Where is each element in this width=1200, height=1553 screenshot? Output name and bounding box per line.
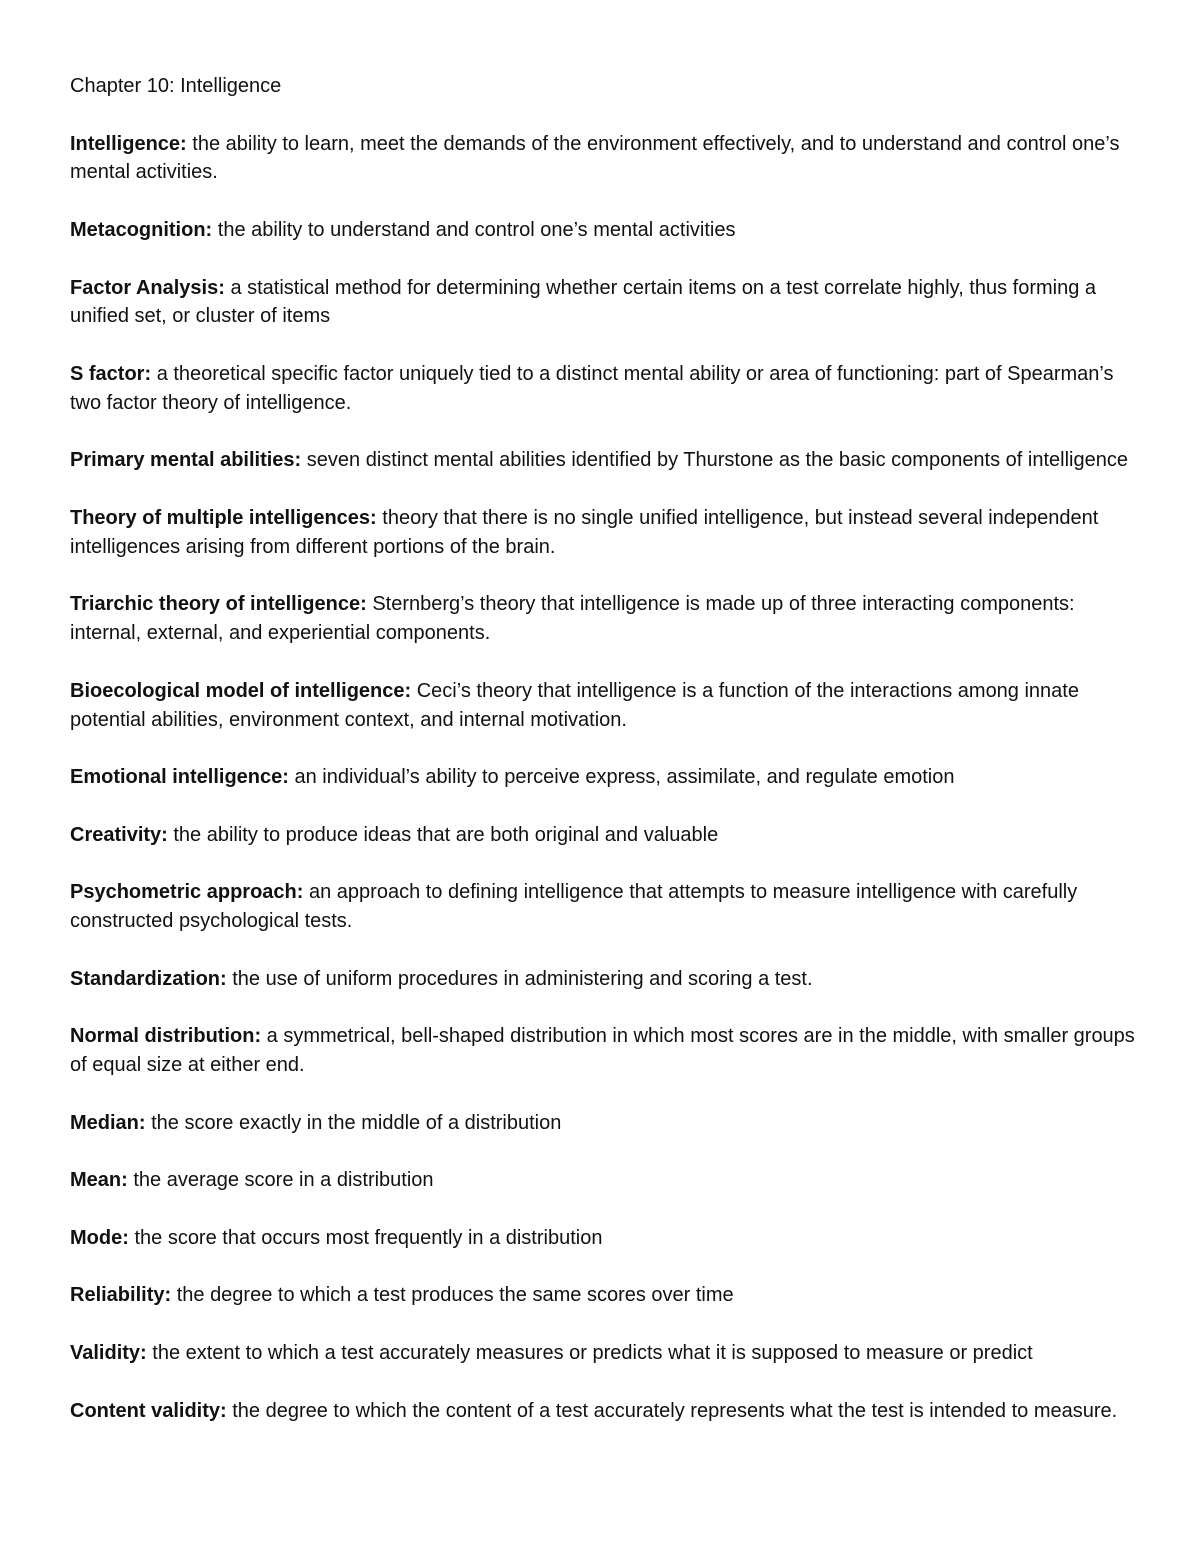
glossary-definition: a symmetrical, bell-shaped distribution in which most scores are in the middle, with smaller groups of equal size at either end. — [70, 1025, 1135, 1077]
glossary-entry — [70, 446, 1140, 475]
glossary-term: Validity: — [70, 1342, 147, 1365]
glossary-term: Theory of multiple intelligences: — [70, 506, 377, 529]
glossary-entry — [70, 130, 1140, 188]
glossary-entry — [70, 360, 1140, 418]
glossary-term: Metacognition: — [70, 218, 213, 241]
glossary-definition: the use of uniform procedures in administering and scoring a test. — [232, 967, 813, 990]
document-page — [70, 72, 1140, 1454]
glossary-term: Psychometric approach: — [70, 881, 304, 904]
glossary-term: Content validity: — [70, 1399, 227, 1422]
glossary-term: Emotional intelligence: — [70, 766, 289, 789]
glossary-entry — [70, 1224, 1140, 1253]
glossary-entry — [70, 504, 1140, 562]
page-title: Chapter 10: Intelligence — [70, 75, 282, 97]
glossary-definition: the average score in a distribution — [133, 1169, 434, 1192]
glossary-entry — [70, 878, 1140, 936]
glossary-entry — [70, 1397, 1140, 1426]
glossary-definition: seven distinct mental abilities identified by Thurstone as the basic components of intelligence — [306, 449, 1128, 472]
glossary-entry — [70, 1166, 1140, 1195]
glossary-term: Creativity: — [70, 823, 168, 846]
glossary-term: S factor: — [70, 362, 152, 385]
glossary-definition: the degree to which the content of a test accurately represents what the test is intended to measure. — [232, 1399, 1118, 1422]
glossary-term: Triarchic theory of intelligence: — [70, 593, 367, 616]
glossary-entry — [70, 821, 1140, 850]
glossary-definition: Sternberg’s theory that intelligence is made up of three interacting components: internal, external, and experiential components. — [70, 593, 1075, 645]
glossary-entry — [70, 216, 1140, 245]
glossary-definition: the score that occurs most frequently in a distribution — [134, 1226, 603, 1249]
glossary-entry — [70, 1109, 1140, 1138]
glossary-term: Normal distribution: — [70, 1025, 262, 1048]
glossary-definition: the ability to learn, meet the demands of the environment effectively, and to understand and control one’s mental activities. — [70, 132, 1120, 184]
glossary-term: Reliability: — [70, 1284, 172, 1307]
glossary-entry — [70, 1022, 1140, 1080]
glossary-term: Factor Analysis: — [70, 276, 225, 299]
glossary-entry — [70, 677, 1140, 735]
glossary-definition: a theoretical specific factor uniquely tied to a distinct mental ability or area of functioning: part of Spearman’s two factor theory of intelligence. — [70, 362, 1114, 414]
glossary-entry — [70, 274, 1140, 332]
glossary-term: Mode: — [70, 1226, 129, 1249]
glossary-entry — [70, 1281, 1140, 1310]
glossary-term: Primary mental abilities: — [70, 449, 302, 472]
glossary-term: Mean: — [70, 1169, 128, 1192]
glossary-definition: the ability to understand and control one’s mental activities — [217, 218, 736, 241]
glossary-entry — [70, 590, 1140, 648]
glossary-definition: the ability to produce ideas that are both original and valuable — [173, 823, 719, 846]
glossary-definition: a statistical method for determining whether certain items on a test correlate highly, thus forming a unified set, or cluster of items — [70, 276, 1097, 328]
glossary-entry — [70, 1339, 1140, 1368]
glossary-definition: an approach to defining intelligence that attempts to measure intelligence with carefully constructed psychological tests. — [70, 881, 1078, 933]
glossary-definition: the degree to which a test produces the same scores over time — [176, 1284, 734, 1307]
glossary-term: Bioecological model of intelligence: — [70, 679, 412, 702]
glossary-term: Standardization: — [70, 967, 227, 990]
glossary-definition: an individual’s ability to perceive express, assimilate, and regulate emotion — [294, 766, 955, 789]
glossary-definition: the extent to which a test accurately measures or predicts what it is supposed to measure or predict — [152, 1342, 1033, 1365]
glossary-term: Intelligence: — [70, 132, 187, 155]
glossary-definition: theory that there is no single unified intelligence, but instead several independent intelligences arising from different portions of the brain. — [70, 506, 1099, 558]
glossary-entry — [70, 763, 1140, 792]
glossary-definition: Ceci’s theory that intelligence is a function of the interactions among innate potential abilities, environment context, and internal motivation. — [70, 679, 1079, 731]
glossary-definition: the score exactly in the middle of a distribution — [151, 1111, 562, 1134]
glossary-term: Median: — [70, 1111, 146, 1134]
glossary-entry — [70, 965, 1140, 994]
